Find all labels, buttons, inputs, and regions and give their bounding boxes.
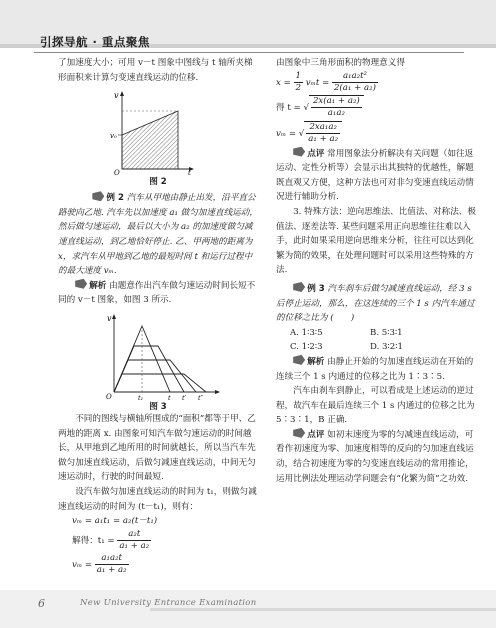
example-3-tag: 例 3: [285, 282, 325, 297]
equation-6-fraction: $\frac{\text{2xa₁a₂}}{\text{a₁ + a₂}}$: [304, 121, 342, 145]
comment-2: [276, 428, 476, 486]
example-3-marker-icon: [293, 282, 305, 292]
example-3: [276, 282, 476, 326]
comment-2-marker-icon: [293, 428, 305, 438]
equation-6: vₘ = √ $\frac{\text{2xa₁a₂}}{\text{a₁ + a₂}}$: [276, 121, 476, 147]
equation-4-fraction: $\frac{\text{a₁a₂t²}}{\text{2(a₁ + a₂)}}$: [333, 70, 376, 93]
option-b: B. 5∶3∶1: [370, 327, 403, 338]
equation-1: vₘ = a₁t₁ = a₂(t－t₁): [72, 516, 158, 527]
figure-3-graph: [58, 312, 258, 400]
options-row-1: [290, 326, 476, 341]
fig2-t-label: t: [188, 169, 191, 176]
fig2-v-label: v: [114, 91, 119, 101]
comment-2-tag: 点评: [285, 428, 325, 443]
option-a: A. 1∶3∶5: [290, 327, 323, 338]
equation-3: vₘ = $\frac{\text{a₁a₂t}}{\text{a₁ + a₂}}$: [72, 552, 127, 575]
fig2-origin-label: O: [114, 169, 120, 176]
example-marker-icon: [92, 191, 104, 201]
equation-4-half: $\frac{1}{2}$: [295, 70, 301, 93]
example-2-text: 汽车从甲地由静止出发，沿平直公路驶向乙地. 汽车先以加速度 a₁ 做匀加速直线运动，然后做匀速运动，最后以大小为 a₂ 的加速度做匀减速直线运动，到乙地恰好停止. 乙、甲两地的距离为 x，求汽车从甲地到乙地的最短时间 t 和运行过程中的最大速度 vₘ.: [58, 193, 258, 277]
example-3-text: 汽车刹车后做匀减速直线运动，经 3 s 后停止运动，那么，在这连续的三个 1 s 内汽车通过的位移之比为 ( ): [276, 283, 475, 324]
analysis-2: [276, 355, 476, 384]
analysis-2-text: 由静止开始的匀加速直线运动在开始的连续三个 1 s 内通过的位移之比为 1∶3∶5.: [276, 356, 474, 382]
right-column: [276, 56, 476, 486]
example-2-tag: 例 2: [75, 191, 124, 206]
options-row-2: [290, 340, 476, 355]
example-2: [58, 191, 258, 279]
paragraph-reverse-process: 汽车由刹车到静止，可以看成是上述运动的逆过程，故汽车在最后连续三个 1 s 内通过的位移之比为 5∶3∶1，B 正确.: [276, 386, 475, 426]
equation-4: x = $\frac{1}{2}$ vₘt = $\frac{\text{a₁a₂t²}}{\text{2(a₁ + a₂)}}$: [276, 70, 376, 93]
figure-3-caption: 图 3: [149, 401, 167, 412]
analysis-1-text: 由题意作出汽车做匀速运动时间长短不同的 v－t 图象，如图 3 所示.: [58, 280, 256, 306]
equation-5-fraction: $\frac{\text{2x(a₁ + a₂)}}{\text{a₁a₂}}$: [309, 95, 364, 119]
comment-marker-icon: [293, 147, 305, 157]
fig3-tick-t-double-prime: t″: [198, 393, 204, 400]
left-column: [58, 56, 258, 577]
section-title: 引探导航 · 重点聚焦: [40, 35, 150, 49]
fig3-tick-t1: t₁: [138, 393, 144, 400]
paragraph-area: 不同的图线与横轴所围成的“面积”都等于甲、乙两地的距离 x. 由图象可知汽车做匀速运动的时间越长，从甲地到乙地所用的时间就越长，所以当汽车先做匀加速直线运动，后做匀减速直线运动，中间无匀速运动时，行驶的时间最短.: [58, 413, 256, 483]
analysis-1: [58, 279, 258, 308]
journal-name: New University Entrance Examination: [80, 598, 257, 608]
fig3-v-label: v: [107, 313, 112, 323]
fig3-tick-t-prime: t′: [182, 393, 187, 400]
equation-5: 得 t = √ $\frac{\text{2x(a₁ + a₂)}}{\text{a₁a₂}}$: [276, 95, 476, 121]
equation-2-fraction: $\frac{\text{a₂t}}{\text{a₁ + a₂}}$: [119, 528, 150, 551]
comment-tag: 点评: [285, 147, 325, 162]
fig2-v0-label: v₀: [110, 132, 117, 141]
equation-3-fraction: $\frac{\text{a₁a₂t}}{\text{a₁ + a₂}}$: [96, 552, 127, 575]
comment-2-text: 如初末速度为零的匀减速直线运动，可看作初速度为零、加速度相等的反向的匀加速直线运动，结合初速度为零的匀变速直线运动的常用推论，运用比例法处理运动学问题会有“化繁为简”之功效.: [276, 429, 474, 484]
paragraph-special-methods: 3. 特殊方法：逆向思维法、比值法、对称法、极值法、逐差法等. 某些问题采用正向思维往往难以入手，此时如果采用逆向思维来分析，往往可以达到化繁为简的效果，在处理问题时可以采用这些特殊的方法.: [276, 206, 476, 276]
equation-2: 解得：t₁ = $\frac{\text{a₂t}}{\text{a₁ + a₂}}$: [72, 528, 150, 551]
analysis-marker-icon: [75, 279, 87, 289]
intro-paragraph: 了加速度大小；可用 v－t 图象中图线与 t 轴所夹梯形面积来计算匀变速直线运动的位移.: [58, 58, 253, 83]
analysis-2-marker-icon: [293, 355, 305, 365]
analysis-tag: 解析: [67, 279, 107, 294]
fig3-tick-t: t: [168, 393, 171, 400]
comment-1: [276, 147, 476, 205]
fig3-origin-label: O: [106, 392, 112, 400]
option-c: C. 1∶2∶3: [290, 342, 323, 353]
figure-3: [58, 312, 258, 412]
page-number: 6: [38, 597, 45, 610]
figure-2-caption: 图 2: [149, 177, 167, 188]
figure-2: [58, 89, 258, 187]
figure-2-graph: [58, 89, 258, 175]
header-rule: [34, 52, 464, 53]
footer-bar: [150, 608, 496, 611]
analysis-2-tag: 解析: [285, 355, 325, 370]
paragraph-setup: 设汽车做匀加速直线运动的时间为 t₁，则做匀减速直线运动的时间为 (t－t₁)，则有：: [58, 486, 257, 512]
comment-1-text: 常用图象法分析解决有关问题（如往返运动、定性分析等）会显示出其独特的优越性，解题既直观又方便，这种方法也可对非匀变速直线运动情况进行辅助分析.: [276, 148, 474, 203]
paragraph-triangle: 由图象中三角形面积的物理意义得: [276, 58, 405, 68]
option-d: D. 3∶2∶1: [370, 342, 403, 353]
